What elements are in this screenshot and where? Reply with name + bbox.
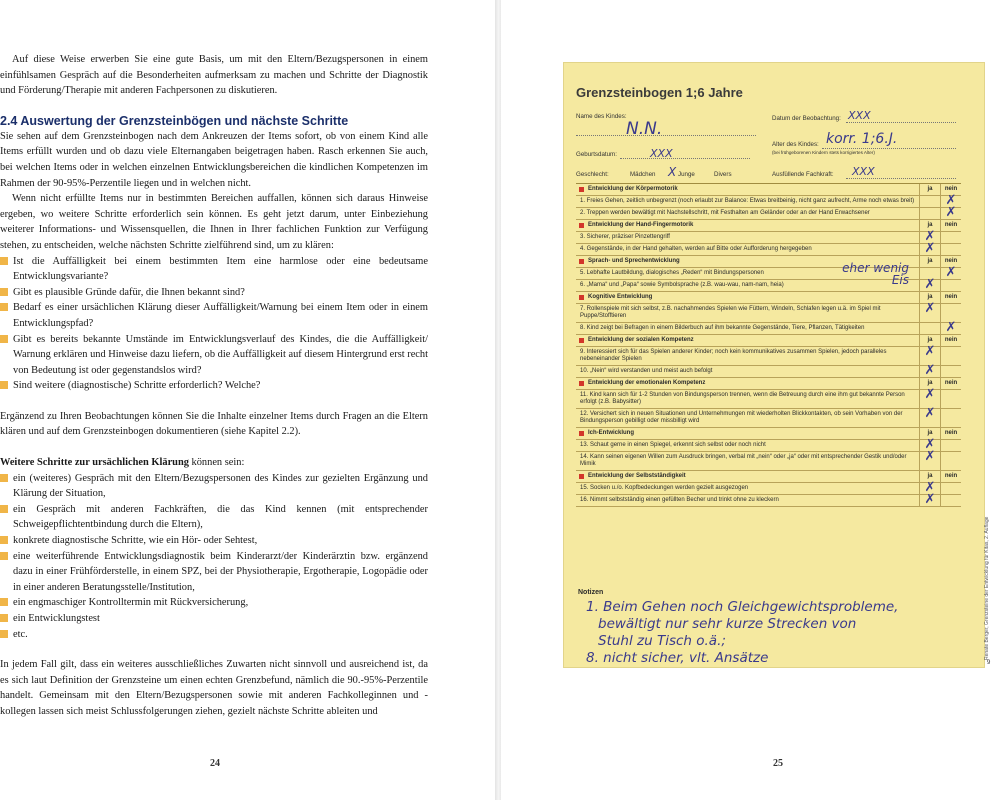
list-item: etc. [0,627,428,643]
ja-cell [919,449,940,470]
check-mark-icon: ✗ [924,241,936,256]
note-line: Stuhl zu Tisch o.ä.; [598,633,726,649]
left-page [0,0,497,800]
check-mark-icon: ✗ [924,387,936,402]
nein-cell: nein [940,220,961,231]
note-line: 1. Beim Gehen noch Gleichgewichtsprobleme, [586,599,899,615]
handwritten-notes [586,599,898,667]
nein-cell: nein [940,184,961,195]
check-mark-icon: ✗ [924,344,936,359]
list-item: ein (weiteres) Gespräch mit den Eltern/Bezugspersonen des Kindes zur gezielten Ergänzung und Klärung der Situation, [0,471,428,502]
left-text-column [0,52,428,720]
ja-cell [919,196,940,207]
item-text: 1. Freies Gehen, zeitlich unbegrenzt (noch erlaubt zur Balance: Etwas breitbeinig, nicht ganz aufrecht, Arme noch etwas breit) [580,198,915,204]
side-credit: Renate Berger, Grenzsteine der Entwicklung für Kitas, 2. Auflage [984,516,990,660]
table-row [576,406,961,428]
nein-cell [940,452,961,470]
item-text: 8. Kind zeigt bei Befragen in einem Bilderbuch auf ihm bekannte Gegenstände, Tiere, Pflanzen, Tätigkeiten [580,325,865,331]
section-title: Kognitive Entwicklung [576,292,919,303]
staff-label: Ausfüllende Fachkraft: [772,171,834,178]
item-text: 9. Interessiert sich für das Spielen anderer Kinder; noch kein kommunikatives zusammen Spielen, jedoch paralleles nebeneinander Spielen [580,349,887,362]
check-mark-icon: ✗ [924,449,936,464]
ja-cell: ja [919,428,940,439]
gender-option-diverse: Divers [714,171,732,178]
staff-value: XXX [852,165,875,178]
nein-cell [940,320,961,335]
item-text: 12. Versichert sich in neuen Situationen und Unternehmungen mit wiederholten Blickkontakten, ob sein Vorhaben von der Bindungsperson gebilligt oder missbilligt wird [580,411,903,424]
table-row [576,320,961,335]
list-item: Gibt es plausible Gründe dafür, die Ihnen bekannt sind? [0,285,428,301]
grenzsteinbogen-form [563,62,985,668]
observation-date-value: XXX [848,109,871,122]
item-text: 11. Kind kann sich für 1-2 Stunden von Bindungsperson trennen, wenn die Betreuung durch eine ihm gut bekannte Person erfolgt (z.B. Babysitter) [580,392,905,405]
check-mark-icon: ✗ [945,320,957,335]
ja-cell [919,363,940,378]
ja-cell [919,323,940,334]
check-mark-icon: ✗ [945,193,957,208]
nein-cell [940,205,961,220]
gender-checkmark: X [668,165,677,179]
table-row [576,241,961,256]
birthdate-label: Geburtsdatum: [576,151,617,158]
section-title: Entwicklung der Hand-Fingermotorik [576,220,919,231]
nein-cell: nein [940,428,961,439]
paragraph-4-bold: Weitere Schritte zur ursächlichen Klärung [0,457,189,469]
table-section-row [576,335,961,347]
list-item: Sind weitere (diagnostische) Schritte erforderlich? Welche? [0,378,428,394]
item-text: 7. Rollenspiele mit sich selbst, z.B. nachahmendes Spielen wie Füttern, Windeln, Schlafen legen u.ä. im Spiel mit Puppe/Stofftieren [580,306,881,319]
item-text: 6. „Mama“ und „Papa“ sowie Symbolsprache (z.B. wau-wau, nam-nam, heia) [580,282,784,288]
nein-cell [940,265,961,280]
ja-cell: ja [919,292,940,303]
check-mark-icon: ✗ [924,363,936,378]
list-item: ein Gespräch mit anderen Fachkräften, die das Kind kennen (mit entsprechender Schweigepflichtentbindung durch die Eltern), [0,502,428,533]
intro-paragraph: Auf diese Weise erwerben Sie eine gute Basis, um mit den Eltern/Bezugspersonen in einem einfühlsamen Gespräch auf die Besonderheiten aufmerksam zu machen und Schritte der Diagnostik und Förderung/Therapie mit anderen Fachpersonen zu diskutieren. [0,54,428,97]
list-item: Ist die Auffälligkeit bei einem bestimmten Item eine harmlose oder eine bedeutsame Entwicklungsvariante? [0,254,428,285]
nein-cell: nein [940,378,961,389]
table-row [576,344,961,366]
paragraph-2: Wenn nicht erfüllte Items nur in bestimmten Bereichen auffallen, können sich daraus Hinweise ergeben, wo weitere Schritte erforderlich sein können. Es geht jetzt darum, unter Einbeziehung weiterer Informations- und Wissensquellen, die Ihnen in Ihrer fachlichen Funktion zur Verfügung stehen, zu entscheiden, welche nächsten Schritte zielführend sind, um zu klären: [0,193,428,251]
item-text: 2. Treppen werden bewältigt mit Nachstellschritt, mit Festhalten am Geländer oder an der Hand Erwachsener [580,210,870,216]
list-item: Bedarf es einer ursächlichen Klärung dieser Auffälligkeit/Warnung bei einem Item oder in einem Entwicklungspfad? [0,300,428,331]
page-number-left: 24 [210,758,220,769]
check-mark-icon: ✗ [924,480,936,495]
nein-cell [940,280,961,291]
table-section-row [576,378,961,390]
nein-cell: nein [940,335,961,346]
paragraph-3: Ergänzend zu Ihren Beobachtungen können Sie die Inhalte einzelner Items durch Fragen an die Eltern klären und auf dem Grenzsteinbogen dokumentieren (siehe Kapitel 2.2). [0,410,428,438]
paragraph-4 [0,455,428,471]
list-item: eine weiterführende Entwicklungsdiagnostik beim Kinderarzt/der Kinderärztin bzw. ergänzend dazu in einer Frühförderstelle, in einem SPZ, bei der Physiotherapie, Ergotherapie, Logopädie oder in einer anderen Beratungsstelle/Institution, [0,549,428,596]
list-item: ein Entwicklungstest [0,611,428,627]
gender-option-female: Mädchen [630,171,656,178]
check-mark-icon: ✗ [924,492,936,507]
ja-cell: ja [919,378,940,389]
gender-label: Geschlecht: [576,171,609,178]
nein-cell: nein [940,471,961,482]
paragraph-4-rest: können sein: [188,457,245,469]
age-label: Alter des Kindes: [772,141,819,148]
nein-cell: nein [940,256,961,267]
handwritten-note: Eis [891,273,909,287]
nein-cell [940,390,961,408]
ja-cell [919,406,940,427]
paragraph-1: Sie sehen auf dem Grenzsteinbogen nach dem Ankreuzen der Items sofort, ob von einem Kind alle Items erfüllt wurden und ob dazu viele Elternangaben beigetragen haben. Rasch erkennen Sie auch, bei welchen Items oder in welchen einzelnen Entwicklungsbereichen die kindlichen Kompetenzen im Rahmen der 90-95%-Perzentile liegen und in welchen nicht. [0,130,428,189]
page-number-right: 25 [773,758,783,769]
table-row [576,492,961,507]
item-text: 15. Socken u./o. Kopfbedeckungen werden gezielt ausgezogen [580,485,749,491]
check-mark-icon: ✗ [945,205,957,220]
name-label: Name des Kindes: [576,113,627,120]
table-row [576,229,961,244]
ja-cell [919,241,940,256]
section-title: Ich-Entwicklung [576,428,919,439]
side-number: 9 [987,660,991,666]
item-text: 14. Kann seinen eigenen Willen zum Ausdruck bringen, verbal mit „nein“ oder „ja“ oder mit entsprechender Gestik und/oder Mimik [580,454,907,467]
check-mark-icon: ✗ [924,406,936,421]
table-section-row [576,428,961,440]
nein-cell [940,244,961,255]
note-line: bewältigt nur sehr kurze Strecken von [598,616,857,632]
section-title: Entwicklung der sozialen Kompetenz [576,335,919,346]
form-title: Grenzsteinbogen 1;6 Jahre [576,85,743,100]
ja-cell [919,301,940,322]
nein-cell: nein [940,292,961,303]
notes-label: Notizen [578,589,604,596]
table-section-row [576,220,961,232]
item-text: 5. Lebhafte Lautbildung, dialogisches „Reden“ mit Bindungspersonen [580,270,764,276]
note-line: 8. nicht sicher, vlt. Ansätze [586,650,769,666]
nein-cell [940,347,961,365]
ja-cell: ja [919,471,940,482]
item-text: 3. Sicherer, präziser Pinzettengriff [580,234,670,240]
section-title: Sprach- und Sprechentwicklung [576,256,919,267]
age-value: korr. 1;6.J. [826,131,898,147]
steps-list [0,471,428,643]
section-heading: 2.4 Auswertung der Grenzsteinbögen und nächste Schritte [0,113,349,128]
table-row [576,437,961,452]
table-section-row [576,184,961,196]
table-row [576,480,961,495]
item-text: 4. Gegenstände, in der Hand gehalten, werden auf Bitte oder Aufforderung hergegeben [580,246,812,252]
ja-cell: ja [919,335,940,346]
ja-cell [919,277,940,292]
nein-cell [940,366,961,377]
check-mark-icon: ✗ [924,301,936,316]
nein-cell [940,409,961,427]
ja-cell [919,208,940,219]
ja-cell: ja [919,220,940,231]
nein-cell [940,483,961,494]
observation-date-label: Datum der Beobachtung: [772,115,841,122]
age-note: (bei frühgeborenen Kindern stets korrigiertes Alter) [772,150,875,155]
item-text: 10. „Nein“ wird verstanden und meist auch befolgt [580,368,713,374]
table-row [576,205,961,220]
handwritten-note: eher wenig [842,261,909,275]
table-row [576,387,961,409]
gender-option-male: Junge [678,171,695,178]
check-mark-icon: ✗ [924,437,936,452]
name-value: N.N. [626,119,663,139]
nein-cell [940,232,961,243]
check-mark-icon: ✗ [924,277,936,292]
section-title: Entwicklung der emotionalen Kompetenz [576,378,919,389]
ja-cell [919,492,940,507]
table-row [576,449,961,471]
item-text: 16. Nimmt selbstständig einen gefüllten Becher und trinkt ohne zu kleckern [580,497,779,503]
list-item: ein engmaschiger Kontrolltermin mit Rückversicherung, [0,595,428,611]
ja-cell: ja [919,184,940,195]
table-row [576,301,961,323]
birthdate-value: XXX [650,147,673,160]
question-list [0,254,428,394]
nein-cell [940,440,961,451]
ja-cell: ja [919,256,940,267]
nein-cell [940,495,961,506]
check-mark-icon: ✗ [945,265,957,280]
paragraph-5: In jedem Fall gilt, dass ein weiteres ausschließliches Zuwarten nicht sinnvoll und ausreichend ist, da es sich laut Definition der Grenzsteine um einen echten Grenzbefund, nämlich die 90.-95%-Perzentile handelt. Gemeinsam mit den Eltern/Bezugspersonen sowie mit anderen Fachkolleginnen und -kollegen lassen sich meist Schlussfolgerungen ziehen, gezielt nächste Schritte ableiten und [0,659,428,717]
table-row [576,193,961,208]
milestone-table [576,183,961,507]
check-mark-icon: ✗ [924,229,936,244]
section-title: Entwicklung der Körpermotorik [576,184,919,195]
table-section-row [576,471,961,483]
section-title: Entwicklung der Selbstständigkeit [576,471,919,482]
list-item: konkrete diagnostische Schritte, wie ein Hör- oder Sehtest, [0,533,428,549]
table-section-row [576,292,961,304]
list-item: Gibt es bereits bekannte Umstände im Entwicklungsverlauf des Kindes, die die Auffälligkeit/ Warnung erklären und Hinweise dazu liefern, ob die Auffälligkeit auf diesem Hintergrund erst recht von Bedeutung ist oder gegenstandslos wird? [0,332,428,379]
table-row [576,363,961,378]
item-text: 13. Schaut gerne in einen Spiegel, erkennt sich selbst oder noch nicht [580,442,766,448]
